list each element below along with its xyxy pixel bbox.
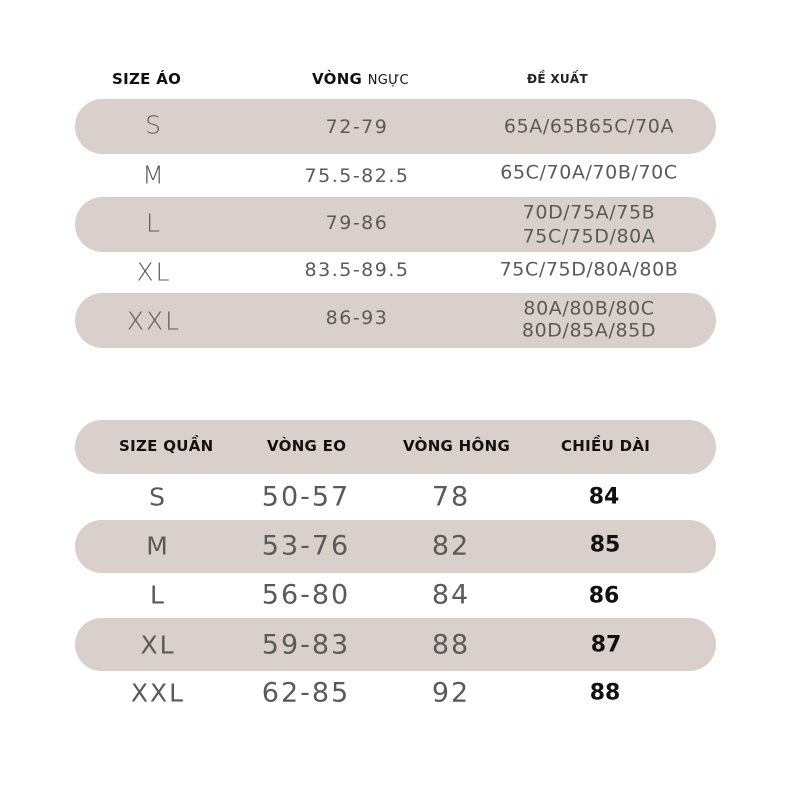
- table-row-cell-size: L: [150, 580, 166, 610]
- table-row-cell-size: S: [149, 482, 167, 512]
- table-row-cell-hip: 88: [431, 629, 471, 661]
- bottom-header-waist: VÒNG EO: [267, 437, 347, 455]
- table-row-cell-recommend: 75C/75D/80A/80B: [499, 258, 679, 281]
- table-row-cell-recommend: 65C/70A/70B/70C: [500, 161, 678, 184]
- table-row-cell-length: 84: [588, 484, 620, 510]
- bottom-header-length: CHIỀU DÀI: [561, 437, 651, 455]
- table-row-cell-waist: 59-83: [261, 629, 351, 661]
- table-row-cell-bust: 79-86: [325, 212, 389, 234]
- table-row-cell-length: 86: [588, 583, 620, 609]
- table-row-cell-length: 87: [590, 632, 622, 658]
- table-row-cell-size: XL: [140, 630, 176, 660]
- table-row-cell-recommend-line2: 75C/75D/80A: [522, 225, 656, 248]
- table-row-cell-hip: 84: [431, 579, 471, 611]
- table-row-cell-recommend: 70D/75A/75B: [522, 201, 656, 224]
- table-row-cell-bust: 83.5-89.5: [304, 259, 410, 281]
- table-row-cell-size: XXL: [126, 306, 182, 336]
- top-header-size: SIZE ÁO: [112, 70, 182, 88]
- table-row-cell-size: M: [146, 531, 170, 561]
- table-row-cell-length: 85: [589, 532, 621, 558]
- top-header-bust-thin: NGỰC: [367, 73, 409, 88]
- table-row-cell-length: 88: [589, 680, 621, 706]
- table-row-cell-waist: 50-57: [261, 481, 351, 513]
- top-header-bust-bold: VÒNG: [312, 70, 363, 88]
- table-row-cell-recommend: 65A/65B65C/70A: [503, 115, 675, 138]
- table-row-cell-size: M: [142, 160, 166, 190]
- top-header-recommend: ĐỀ XUẤT: [527, 72, 588, 86]
- table-row-cell-bust: 86-93: [325, 307, 389, 329]
- table-row-cell-hip: 82: [431, 530, 471, 562]
- bottom-header-hip: VÒNG HÔNG: [403, 437, 511, 455]
- table-row-cell-bust: 75.5-82.5: [304, 165, 410, 187]
- table-row-cell-hip: 78: [431, 481, 471, 513]
- table-row-cell-recommend-line2: 80D/85A/85D: [521, 319, 657, 342]
- table-row-cell-hip: 92: [431, 677, 471, 709]
- bottom-header-size: SIZE QUẦN: [119, 437, 214, 455]
- table-row-cell-waist: 53-76: [261, 530, 351, 562]
- table-row-cell-size: L: [146, 208, 162, 238]
- table-row-cell-size: S: [145, 110, 163, 140]
- table-row-cell-recommend: 80A/80B/80C: [523, 297, 655, 320]
- table-row-cell-waist: 62-85: [261, 677, 351, 709]
- table-row-cell-waist: 56-80: [261, 579, 351, 611]
- table-row-cell-bust: 72-79: [325, 116, 389, 138]
- top-header-bust: [312, 70, 409, 88]
- table-row-cell-size: XXL: [130, 678, 186, 708]
- table-row-cell-size: XL: [136, 257, 172, 287]
